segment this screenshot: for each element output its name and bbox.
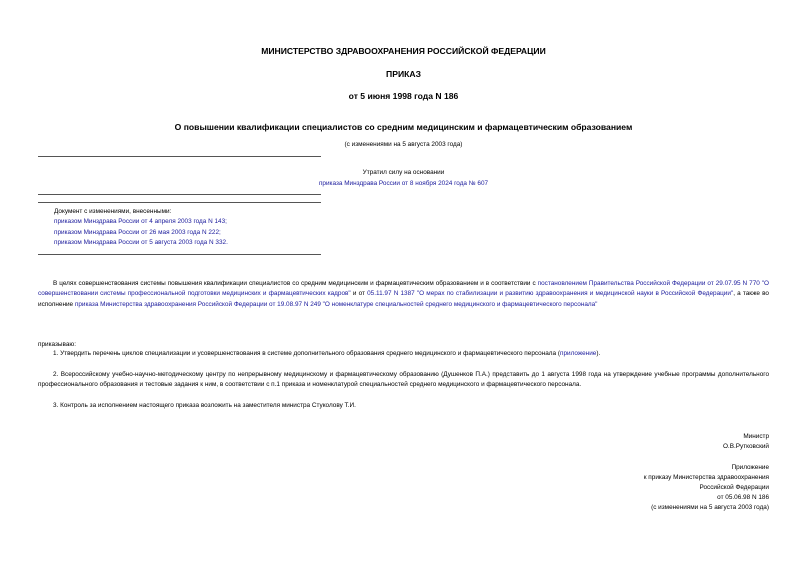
repeal-label: Утратил силу на основании xyxy=(362,169,445,176)
signature-position: Министр xyxy=(743,433,769,440)
divider xyxy=(38,202,321,203)
change-link[interactable]: приказом Минздрава России от 4 апреля 2003 года N 143; xyxy=(54,218,227,225)
change-link[interactable]: приказом Минздрава России от 26 мая 2003 года N 222; xyxy=(54,229,221,236)
doc-type-heading: ПРИКАЗ xyxy=(386,69,421,79)
preamble-text: В целях совершенствования системы повышения квалификации специалистов со средним медицинским и фармацевтическим образованием и в соответствии с xyxy=(53,280,538,287)
divider xyxy=(38,194,321,195)
amended-note: (с изменениями на 5 августа 2003 года) xyxy=(344,141,463,148)
order-item-3: 3. Контроль за исполнением настоящего приказа возложить на заместителя министра Стуколову Т.И. xyxy=(53,402,356,409)
preamble-text: , а также во исполнение xyxy=(38,290,769,308)
preamble-link[interactable]: постановлением Правительства Российской Федерации от 29.07.95 N 770 "О совершенствовании системы профессиональной подготовки медицинских и фармацевтических кадров" xyxy=(38,280,770,298)
order-item-1 xyxy=(38,349,769,359)
appendix-line: от 05.06.98 N 186 xyxy=(717,494,769,501)
changes-label: Документ с изменениями, внесенными: xyxy=(54,208,172,215)
appendix-link[interactable]: приложение xyxy=(559,350,597,357)
preamble-link[interactable]: приказа Министерства здравоохранения Российской Федерации от 19.08.97 N 249 "О номенклатуре специальностей среднего медицинского и фармацевтического персонала" xyxy=(74,300,598,308)
signature-name: О.В.Рутковский xyxy=(722,443,769,450)
ministry-heading: МИНИСТЕРСТВО ЗДРАВООХРАНЕНИЯ РОССИЙСКОЙ ФЕДЕРАЦИИ xyxy=(261,46,546,56)
divider xyxy=(38,254,321,255)
divider xyxy=(38,156,321,157)
preamble-text: и от xyxy=(350,290,368,298)
order-text: ). xyxy=(596,350,601,357)
page-title: О повышении квалификации специалистов со средним медицинским и фармацевтическим образованием xyxy=(174,122,633,132)
preamble-link[interactable]: 05.11.97 N 1387 "О мерах по стабилизации и развитию здравоохранения и медицинской науки в Российской Федерации" xyxy=(367,290,734,298)
order-text: 1. Утвердить перечень циклов специализации и усовершенствования в системе дополнительного образования среднего медицинского и фармацевтического персонала ( xyxy=(53,350,560,357)
order-item-2: 2. Всероссийскому учебно-научно-методическому центру по непрерывному медицинскому и фармацевтическому образованию (Душенков П.А.) представить до 1 августа 1998 года на утверждение учебные программы дополнительного профессионального образования и тестовые задания к ним, в соответствии с п.1 приказа и номенклатурой специальностей среднего медицинского и фармацевтического персонала. xyxy=(38,371,769,389)
appendix-line: Приложение xyxy=(731,464,769,471)
preamble-paragraph xyxy=(38,279,769,310)
repeal-link[interactable]: приказа Минздрава России от 8 ноября 2024 года № 607 xyxy=(318,180,489,187)
appendix-line: к приказу Министерства здравоохранения xyxy=(643,474,769,481)
date-number-heading: от 5 июня 1998 года N 186 xyxy=(348,91,459,101)
appendix-line: Российской Федерации xyxy=(699,484,769,491)
order-label: приказываю: xyxy=(38,341,76,348)
appendix-line: (с изменениями на 5 августа 2003 года) xyxy=(651,504,769,511)
change-link[interactable]: приказом Минздрава России от 5 августа 2003 года N 332. xyxy=(54,239,228,246)
